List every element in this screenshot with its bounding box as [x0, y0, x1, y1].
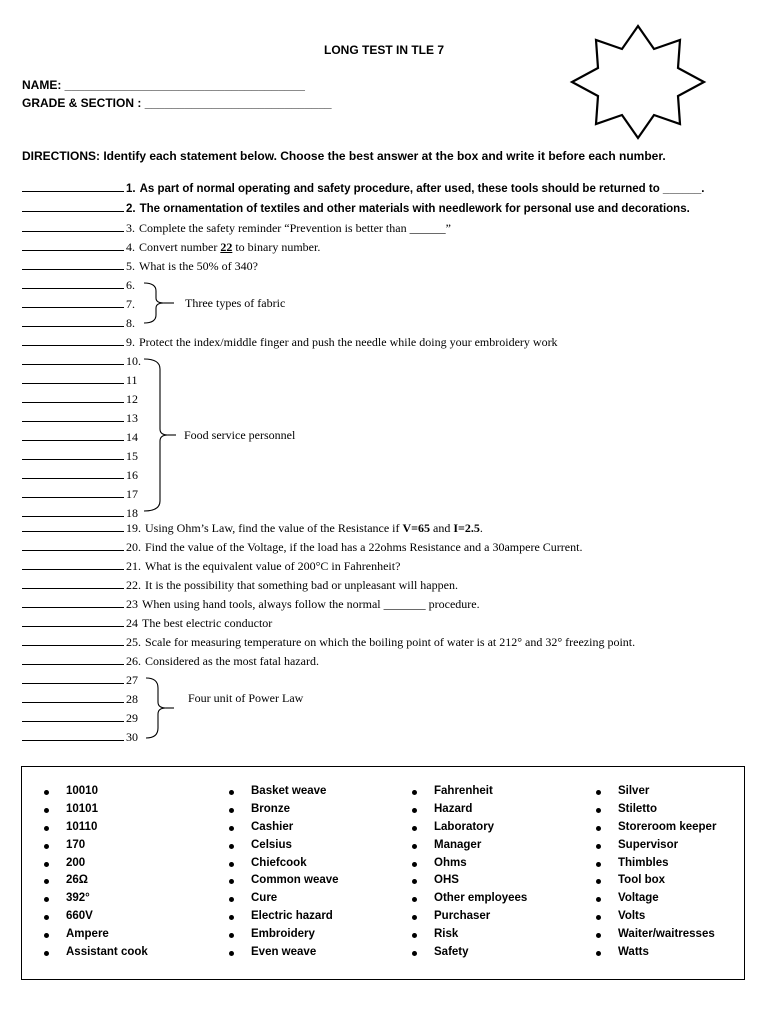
question-28: 28: [22, 690, 142, 709]
question-3: 3. Complete the safety reminder “Prevention is better than ______”: [22, 219, 451, 238]
question-23: 23 When using hand tools, always follow the normal _______ procedure.: [22, 595, 480, 614]
answer-choice: Stiletto: [594, 801, 716, 819]
answer-blank: [22, 268, 124, 270]
answer-choice: OHS: [410, 872, 527, 890]
food-brace: [142, 357, 176, 513]
answer-choice: Electric hazard: [227, 908, 339, 926]
question-13: 13: [22, 409, 142, 428]
question-18: 18: [22, 504, 142, 523]
answer-choice: Waiter/waitresses: [594, 926, 716, 944]
question-17: 17: [22, 485, 142, 504]
question-8: 8.: [22, 314, 139, 333]
emphasized-number: 22: [220, 240, 233, 254]
question-19: 19. Using Ohm’s Law, find the value of the Resistance if V=65 and I=2.5.: [22, 519, 483, 538]
answer-choice: Storeroom keeper: [594, 819, 716, 837]
answer-choice: Thimbles: [594, 855, 716, 873]
answer-choice: Volts: [594, 908, 716, 926]
answer-blank: [22, 363, 124, 365]
answer-choice: 392°: [42, 890, 148, 908]
answer-blank: [22, 606, 124, 608]
answer-blank: [22, 663, 124, 665]
answer-choice: Embroidery: [227, 926, 339, 944]
food-group-label: Food service personnel: [184, 428, 296, 442]
question-6: 6.: [22, 276, 139, 295]
fabric-group-label: Three types of fabric: [185, 296, 286, 310]
answer-choice: 660V: [42, 908, 148, 926]
answer-blank: [22, 439, 124, 441]
question-12: 12: [22, 390, 142, 409]
answer-choice: Supervisor: [594, 837, 716, 855]
answer-choice: Voltage: [594, 890, 716, 908]
answer-blank: [22, 230, 124, 232]
answer-blank: [22, 739, 124, 741]
question-14: 14: [22, 428, 142, 447]
question-21: 21. What is the equivalent value of 200°C in Fahrenheit?: [22, 557, 400, 576]
score-star-icon: [568, 22, 708, 142]
answer-blank: [22, 477, 124, 479]
question-9: 9. Protect the index/middle finger and push the needle while doing your embroidery work: [22, 333, 558, 352]
directions: [22, 149, 666, 163]
grade-line: ____________________________: [144, 96, 332, 110]
question-7: 7.: [22, 295, 139, 314]
answer-choice: Safety: [410, 944, 527, 962]
answer-choice: Common weave: [227, 872, 339, 890]
name-label: NAME:: [22, 78, 62, 92]
grade-label: GRADE & SECTION :: [22, 96, 142, 110]
answer-blank: [22, 249, 124, 251]
power-group-label: Four unit of Power Law: [188, 691, 304, 705]
answer-choice: 170: [42, 837, 148, 855]
answer-choice: Ohms: [410, 855, 527, 873]
answer-column-4: [594, 783, 716, 962]
question-2: 2. The ornamentation of textiles and other materials with needlework for personal use and decorations.: [22, 200, 690, 219]
answer-choice: Assistant cook: [42, 944, 148, 962]
power-brace: [144, 676, 184, 740]
answer-choice: Cashier: [227, 819, 339, 837]
answer-choice: Hazard: [410, 801, 527, 819]
name-field: [22, 78, 305, 92]
answer-blank: [22, 549, 124, 551]
answer-blank: [22, 210, 124, 212]
grade-section-field: [22, 96, 332, 110]
answer-choice: Celsius: [227, 837, 339, 855]
answer-column-2: [227, 783, 339, 962]
question-15: 15: [22, 447, 142, 466]
question-24: 24 The best electric conductor: [22, 614, 272, 633]
answer-column-3: [410, 783, 527, 962]
answer-choice: 200: [42, 855, 148, 873]
question-16: 16: [22, 466, 142, 485]
answer-choice: Tool box: [594, 872, 716, 890]
answer-choice: Watts: [594, 944, 716, 962]
answer-blank: [22, 568, 124, 570]
question-5: 5. What is the 50% of 340?: [22, 257, 258, 276]
answer-choice: Other employees: [410, 890, 527, 908]
question-27: 27: [22, 671, 142, 690]
fabric-brace: [142, 281, 176, 325]
answer-blank: [22, 701, 124, 703]
answer-column-1: [42, 783, 148, 962]
answer-choice: Purchaser: [410, 908, 527, 926]
answer-blank: [22, 530, 124, 532]
directions-label: DIRECTIONS:: [22, 149, 100, 163]
answer-blank: [22, 382, 124, 384]
answer-blank: [22, 420, 124, 422]
answer-blank: [22, 515, 124, 517]
answer-choice: Silver: [594, 783, 716, 801]
answer-blank: [22, 644, 124, 646]
question-11: 11: [22, 371, 142, 390]
answer-blank: [22, 306, 124, 308]
answer-choice: Bronze: [227, 801, 339, 819]
question-4: 4. Convert number 22 to binary number.: [22, 238, 320, 257]
answer-choice: 10110: [42, 819, 148, 837]
question-20: 20. Find the value of the Voltage, if the load has a 22ohms Resistance and a 30ampere Current.: [22, 538, 582, 557]
answer-blank: [22, 325, 124, 327]
answer-choice: 26Ω: [42, 872, 148, 890]
answer-blank: [22, 401, 124, 403]
answer-choice: 10101: [42, 801, 148, 819]
answer-choice: Fahrenheit: [410, 783, 527, 801]
answer-blank: [22, 682, 124, 684]
answer-blank: [22, 458, 124, 460]
answer-blank: [22, 190, 124, 192]
question-26: 26. Considered as the most fatal hazard.: [22, 652, 319, 671]
answer-blank: [22, 720, 124, 722]
answer-blank: [22, 287, 124, 289]
question-22: 22. It is the possibility that something bad or unpleasant will happen.: [22, 576, 458, 595]
page-title: LONG TEST IN TLE 7: [323, 43, 444, 57]
question-25: 25. Scale for measuring temperature on which the boiling point of water is at 212° and 32° freezing point.: [22, 633, 635, 652]
answer-choice: Cure: [227, 890, 339, 908]
question-29: 29: [22, 709, 142, 728]
answer-choice: Laboratory: [410, 819, 527, 837]
answer-choice: Manager: [410, 837, 527, 855]
answer-choice: Basket weave: [227, 783, 339, 801]
answer-blank: [22, 496, 124, 498]
question-30: 30: [22, 728, 142, 747]
answer-choice: 10010: [42, 783, 148, 801]
answer-blank: [22, 625, 124, 627]
name-line: ____________________________________: [64, 78, 305, 92]
answer-blank: [22, 344, 124, 346]
question-1: 1. As part of normal operating and safety procedure, after used, these tools should be returned to ______.: [22, 180, 705, 199]
answer-choice: Chiefcook: [227, 855, 339, 873]
answer-choices-box: [21, 766, 745, 980]
question-10: 10.: [22, 352, 145, 371]
directions-text: Identify each statement below. Choose the best answer at the box and write it before each number.: [100, 149, 666, 163]
answer-choice: Even weave: [227, 944, 339, 962]
answer-choice: Risk: [410, 926, 527, 944]
answer-blank: [22, 587, 124, 589]
answer-choice: Ampere: [42, 926, 148, 944]
